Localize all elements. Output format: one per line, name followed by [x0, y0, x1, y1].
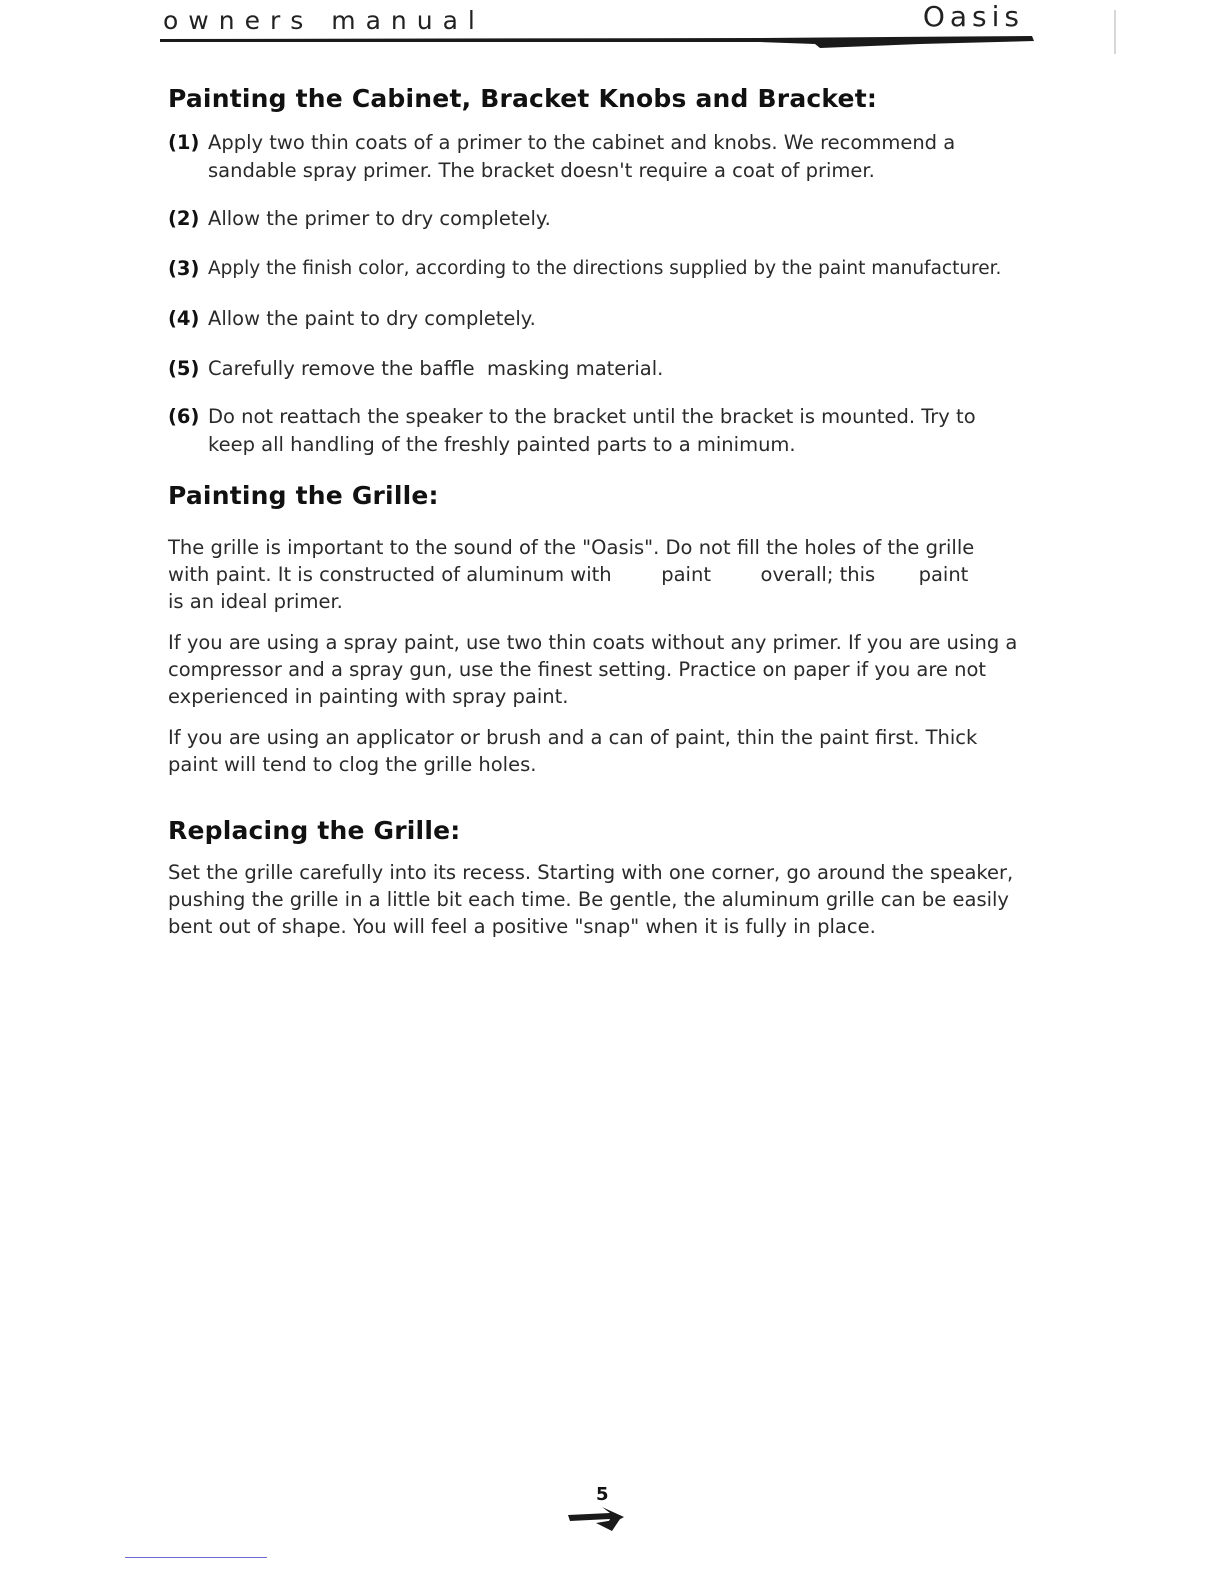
section-title-cabinet: Painting the Cabinet, Bracket Knobs and Bracket: [168, 84, 878, 113]
header-rule-line [160, 36, 1040, 56]
step-item [168, 305, 1018, 333]
step-item [168, 205, 1018, 233]
replace-paragraph: Set the grille carefully into its recess. Starting with one corner, go around the speaker, pushing the grille in a little bit each time. Be gentle, the aluminum grille can be easily bent out of shape. You will feel a positive "snap" when it is fully in place. [168, 861, 1014, 938]
step-text: Apply two thin coats of a primer to the cabinet and knobs. We recommend a sandable spray primer. The bracket doesn't require a coat of primer. [208, 131, 956, 182]
grille-paragraph-3: If you are using an applicator or brush and a can of paint, thin the paint first. Thick paint will tend to clog the grille holes. [168, 726, 978, 776]
page-number: 5 [596, 1484, 609, 1505]
step-text: Carefully remove the baffle masking material. [208, 357, 664, 380]
step-number: (5) [168, 357, 200, 380]
step-number: (1) [168, 131, 200, 154]
step-text: Apply the finish color, according to the directions supplied by the paint manufacturer. [208, 258, 1002, 279]
grille-paragraph-2: If you are using a spray paint, use two thin coats without any primer. If you are using a compressor and a spray gun, use the finest setting. Practice on paper if you are not experienced in painting with spray paint. [168, 631, 1018, 708]
step-text: Allow the primer to dry completely. [208, 207, 551, 230]
header-title: owners manual [163, 6, 485, 35]
section-title-replace: Replacing the Grille: [168, 816, 461, 845]
step-item [168, 129, 1018, 185]
cabinet-steps [168, 129, 1018, 459]
step-number: (6) [168, 405, 200, 428]
header-brand: Oasis [922, 0, 1024, 33]
step-item [168, 403, 1018, 459]
scan-edge-mark [1114, 10, 1116, 54]
main-content [168, 78, 1018, 940]
step-number: (3) [168, 257, 200, 280]
step-number: (4) [168, 307, 200, 330]
step-text: Do not reattach the speaker to the bracket until the bracket is mounted. Try to keep all handling of the freshly painted parts to a minimum. [208, 405, 976, 456]
step-text: Allow the paint to dry completely. [208, 307, 536, 330]
arrow-icon [566, 1505, 630, 1539]
step-item [168, 355, 1018, 383]
grille-paragraph-1: The grille is important to the sound of the "Oasis". Do not fill the holes of the grille with paint. It is constructed of aluminum with paint overall; this paint is an ideal primer. [168, 536, 1012, 613]
step-number: (2) [168, 207, 200, 230]
footer-rule [125, 1557, 267, 1558]
step-item [168, 255, 1018, 283]
section-title-grille: Painting the Grille: [168, 481, 439, 510]
